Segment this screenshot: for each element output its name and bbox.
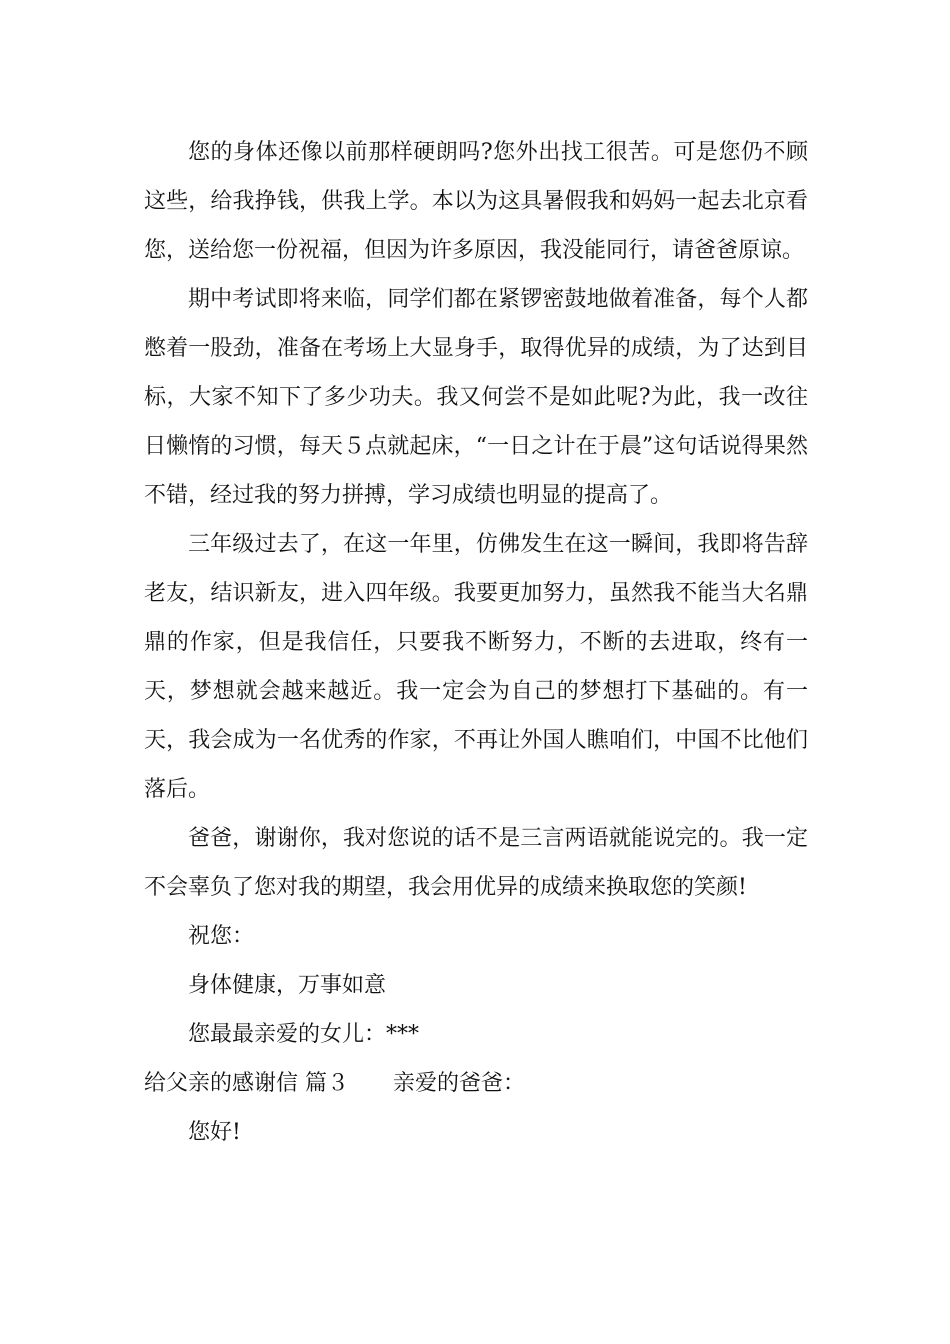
paragraph-thanks: 爸爸，谢谢你，我对您说的话不是三言两语就能说完的。我一定不会辜负了您对我的期望，我会用优异的成绩来换取您的笑颜! bbox=[144, 826, 808, 900]
closing-wish: 祝您： bbox=[188, 924, 255, 949]
closing-blessing: 身体健康，万事如意 bbox=[188, 973, 387, 998]
next-letter-heading bbox=[144, 1059, 808, 1108]
letter-body bbox=[144, 128, 808, 1157]
paragraph-exam: 期中考试即将来临，同学们都在紧锣密鼓地做着准备，每个人都憋着一股劲，准备在考场上大显身手，取得优异的成绩，为了达到目标，大家不知下了多少功夫。我又何尝不是如此呢?为此，我一改往日懒惰的习惯，每天５点就起床，“一日之计在于晨”这句话说得果然不错，经过我的努力拼搏，学习成绩也明显的提高了。 bbox=[144, 287, 808, 508]
paragraph-grade: 三年级过去了，在这一年里，仿佛发生在这一瞬间，我即将告辞老友，结识新友，进入四年级。我要更加努力，虽然我不能当大名鼎鼎的作家，但是我信任，只要我不断努力，不断的去进取，终有一天，梦想就会越来越近。我一定会为自己的梦想打下基础的。有一天，我会成为一名优秀的作家，不再让外国人瞧咱们，中国不比他们落后。 bbox=[144, 532, 808, 802]
signature: 您最最亲爱的女儿：*** bbox=[188, 1022, 420, 1047]
next-letter-greeting: 您好! bbox=[188, 1120, 241, 1145]
paragraph-health: 您的身体还像以前那样硬朗吗?您外出找工很苦。可是您仍不顾这些，给我挣钱，供我上学。本以为这具暑假我和妈妈一起去北京看您，送给您一份祝福，但因为许多原因，我没能同行，请爸爸原谅。 bbox=[144, 140, 808, 263]
next-letter-salutation: 亲爱的爸爸： bbox=[393, 1071, 526, 1096]
next-letter-title: 给父亲的感谢信 篇３ bbox=[144, 1071, 349, 1096]
